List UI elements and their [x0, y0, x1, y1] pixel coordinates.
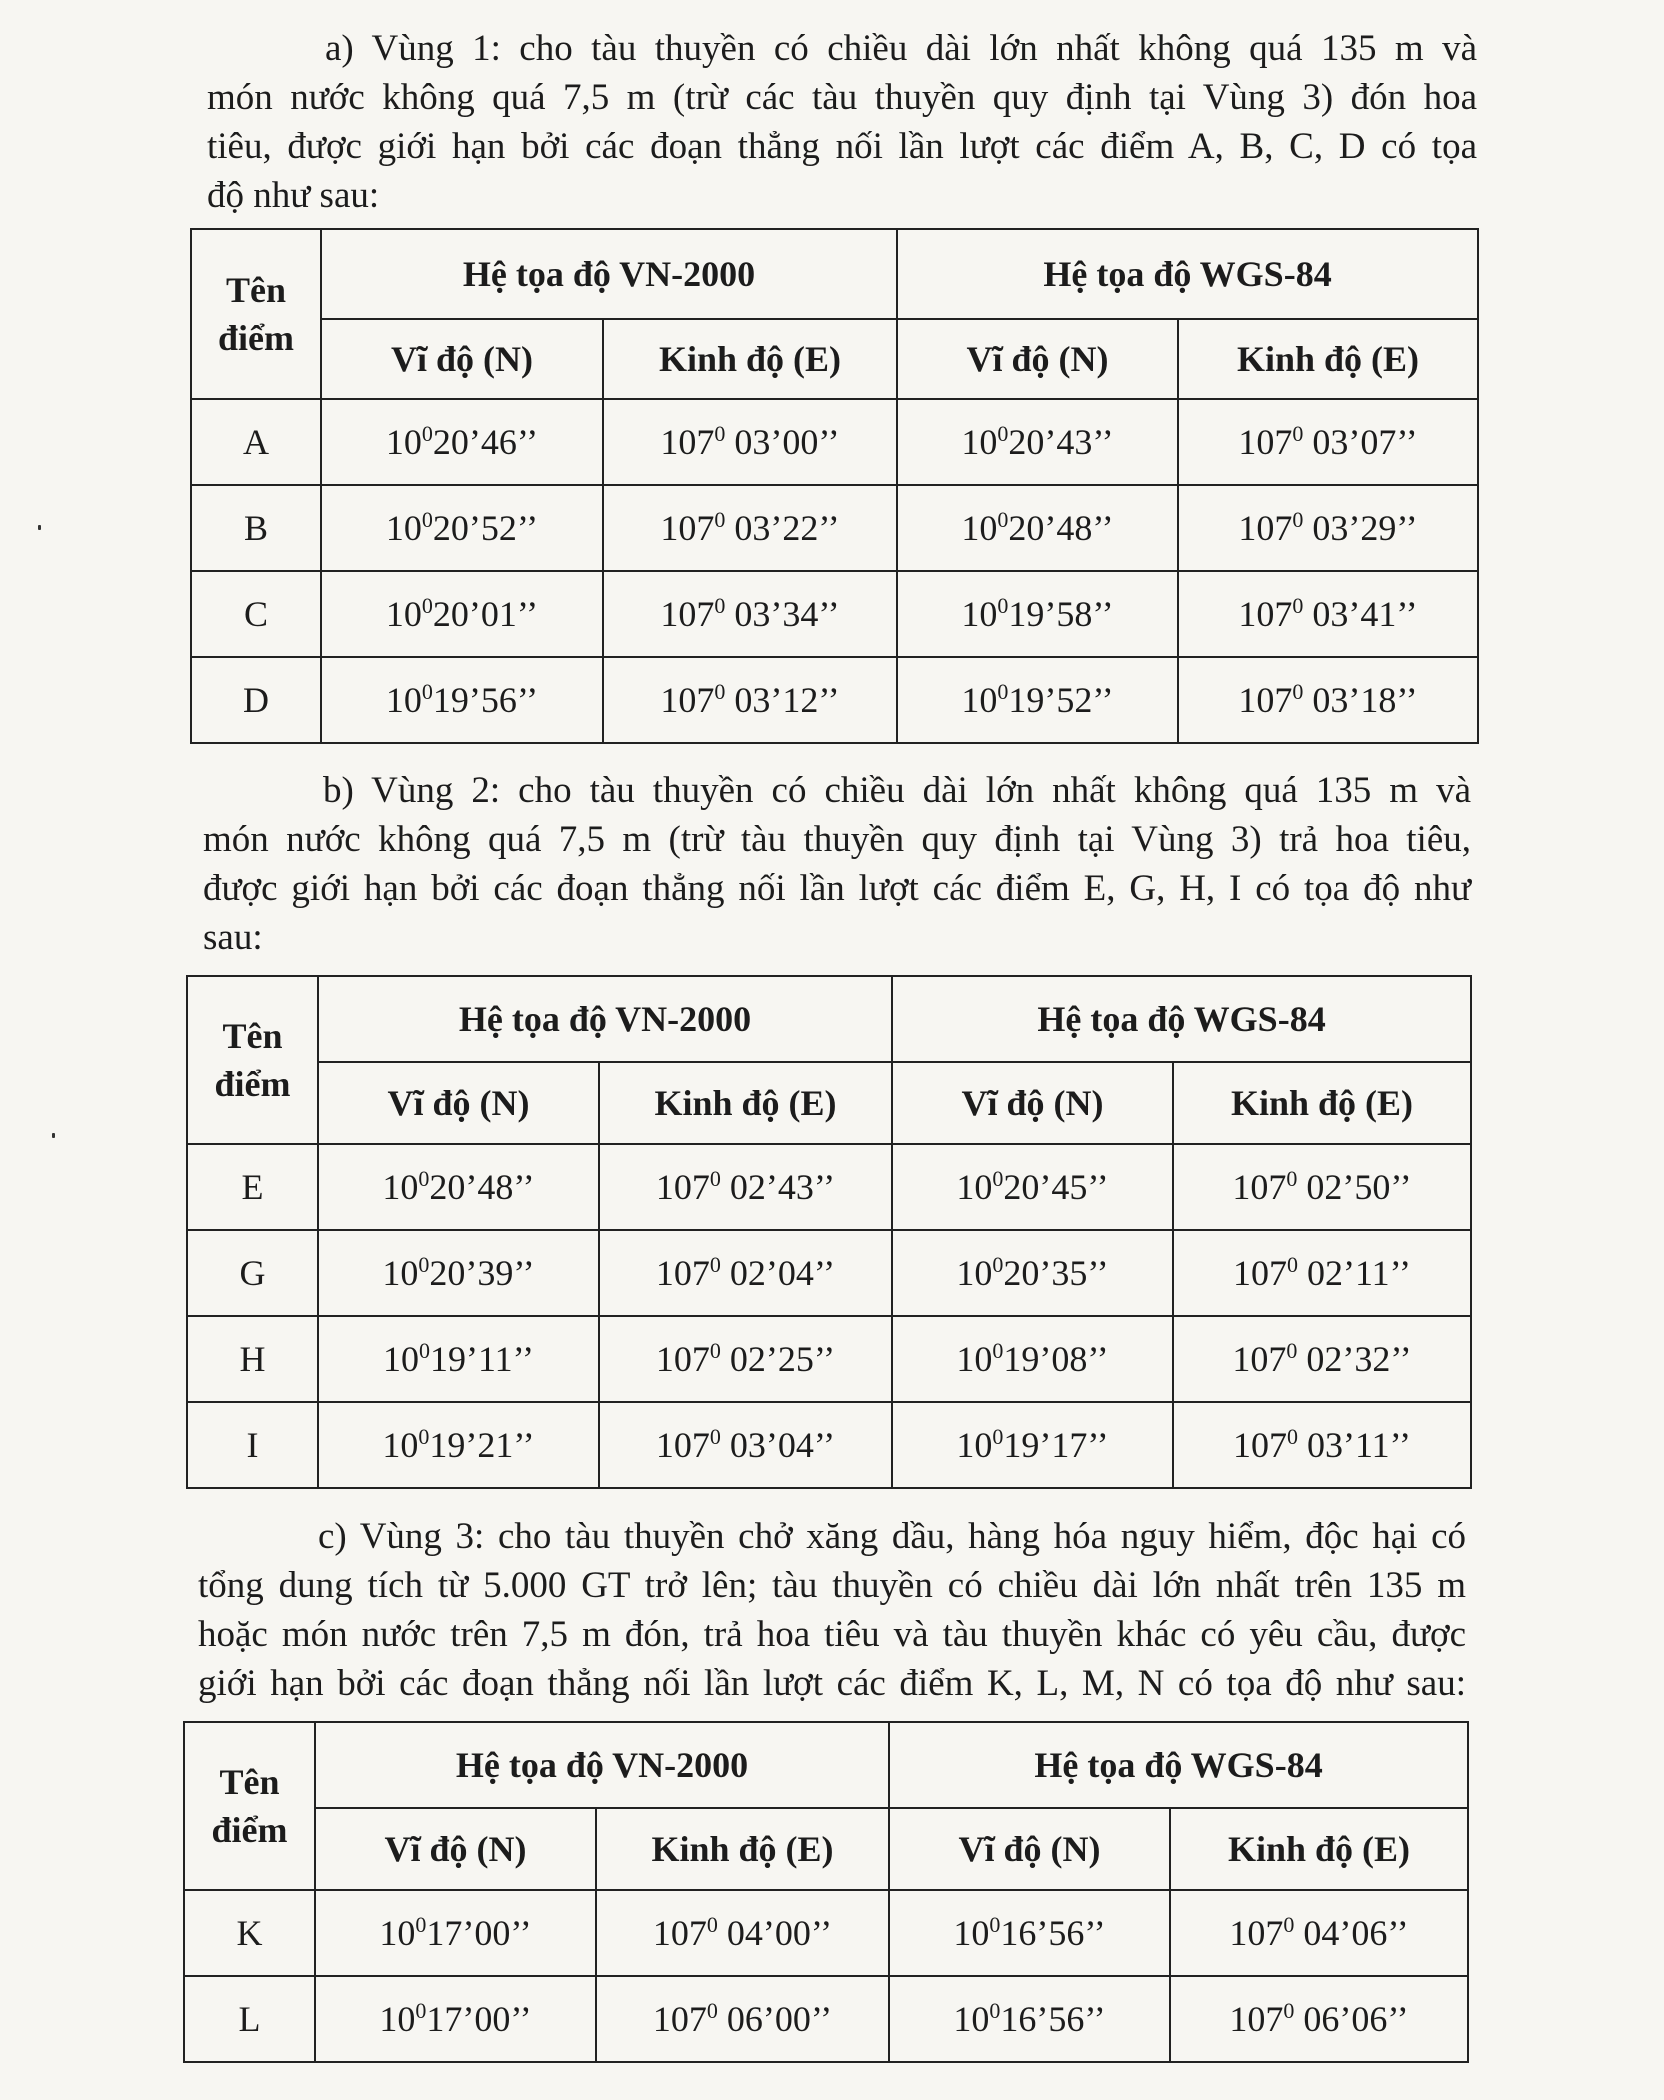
- vn-lon-cell: [599, 1316, 892, 1402]
- degree-mark: 0: [1286, 1338, 1298, 1363]
- vn-latitude-header: Vĩ độ (N): [318, 1062, 599, 1144]
- vn-longitude-header: Kinh độ (E): [603, 319, 897, 399]
- degrees: 107: [1229, 1913, 1284, 1953]
- vn-lat-cell: [318, 1316, 599, 1402]
- vn-lon-cell: [603, 657, 897, 743]
- degrees: 10: [953, 1913, 990, 1953]
- wgs-lon-cell: [1173, 1230, 1471, 1316]
- degrees: 10: [385, 680, 422, 720]
- scan-speck: [38, 525, 41, 530]
- wgs-lat-cell: [897, 399, 1178, 485]
- degree-mark: 0: [421, 421, 433, 446]
- degree-mark: 0: [714, 421, 726, 446]
- degrees: 107: [655, 1425, 710, 1465]
- vn-lon-cell: [603, 485, 897, 571]
- degrees: 10: [379, 1999, 416, 2039]
- paragraph-line: hoặc món nước trên 7,5 m đón, trả hoa tiêu và tàu thuyền khác có yêu cầu, được: [198, 1614, 1466, 1655]
- wgs-lon-cell: [1173, 1316, 1471, 1402]
- wgs-lat-cell: [889, 1890, 1170, 1976]
- degree-mark: 0: [1287, 1252, 1299, 1277]
- wgs84-header: Hệ tọa độ WGS-84: [889, 1722, 1468, 1808]
- paragraph-zone-3: [198, 1512, 1466, 1708]
- degree-mark: 0: [418, 1252, 430, 1277]
- minutes-seconds: 20’46’’: [432, 422, 539, 462]
- degrees: 107: [652, 1913, 707, 1953]
- minutes-seconds: 16’56’’: [1000, 1913, 1106, 1953]
- degrees: 10: [961, 680, 998, 720]
- minutes-seconds: 20’43’’: [1008, 422, 1114, 462]
- vn-lon-cell: [599, 1144, 892, 1230]
- table-row: [191, 485, 1478, 571]
- degree-mark: 0: [419, 1338, 431, 1363]
- wgs-latitude-header: Vĩ độ (N): [897, 319, 1178, 399]
- table-row: [187, 1144, 1471, 1230]
- degree-mark: 0: [418, 1424, 430, 1449]
- paragraph-zone-2: [203, 766, 1471, 962]
- point-name-header: Tên điểm: [187, 976, 318, 1144]
- degrees: 107: [660, 594, 715, 634]
- vn-lat-cell: [318, 1230, 599, 1316]
- vn-lat-cell: [321, 657, 603, 743]
- minutes-seconds: 03’34’’: [725, 594, 840, 634]
- degree-mark: 0: [421, 593, 433, 618]
- vn-lon-cell: [596, 1890, 889, 1976]
- table-row: [187, 1230, 1471, 1316]
- minutes-seconds: 17’00’’: [426, 1913, 532, 1953]
- minutes-seconds: 03’04’’: [720, 1425, 836, 1465]
- degrees: 107: [1238, 508, 1293, 548]
- degrees: 10: [379, 1913, 416, 1953]
- wgs-longitude-header: Kinh độ (E): [1178, 319, 1478, 399]
- degrees: 107: [1238, 594, 1293, 634]
- wgs-lon-cell: [1178, 399, 1478, 485]
- degrees: 10: [961, 508, 998, 548]
- vn-lon-cell: [599, 1230, 892, 1316]
- wgs-lat-cell: [892, 1144, 1173, 1230]
- degree-mark: 0: [997, 421, 1009, 446]
- degrees: 107: [1229, 1999, 1284, 2039]
- degrees: 10: [385, 594, 422, 634]
- minutes-seconds: 20’45’’: [1003, 1167, 1109, 1207]
- paragraph-line: c) Vùng 3: cho tàu thuyền chở xăng dầu, hàng hóa nguy hiểm, độc hại có: [318, 1516, 1466, 1557]
- wgs-lon-cell: [1173, 1402, 1471, 1488]
- vn-lat-cell: [315, 1890, 596, 1976]
- degree-mark: 0: [706, 1998, 718, 2023]
- degrees: 107: [655, 1167, 710, 1207]
- minutes-seconds: 20’48’’: [429, 1167, 535, 1207]
- minutes-seconds: 19’21’’: [429, 1425, 535, 1465]
- minutes-seconds: 02’04’’: [720, 1253, 836, 1293]
- degree-mark: 0: [992, 1252, 1004, 1277]
- minutes-seconds: 03’00’’: [725, 422, 840, 462]
- degree-mark: 0: [1286, 1166, 1298, 1191]
- minutes-seconds: 20’48’’: [1008, 508, 1114, 548]
- degree-mark: 0: [709, 1252, 721, 1277]
- degrees: 107: [660, 422, 715, 462]
- table-row: [187, 1316, 1471, 1402]
- coordinate-table-zone-1: [190, 228, 1479, 744]
- degrees: 107: [660, 680, 715, 720]
- point-name-cell: B: [191, 485, 321, 571]
- degrees: 10: [382, 1425, 419, 1465]
- table-row: [191, 657, 1478, 743]
- minutes-seconds: 06’00’’: [717, 1999, 833, 2039]
- vn-lat-cell: [318, 1144, 599, 1230]
- minutes-seconds: 02’25’’: [720, 1339, 836, 1379]
- minutes-seconds: 02’43’’: [720, 1167, 836, 1207]
- table-row: [191, 571, 1478, 657]
- wgs84-header: Hệ tọa độ WGS-84: [892, 976, 1471, 1062]
- vn-lat-cell: [318, 1402, 599, 1488]
- degrees: 107: [660, 508, 715, 548]
- wgs-lat-cell: [892, 1316, 1173, 1402]
- degree-mark: 0: [1283, 1998, 1295, 2023]
- degree-mark: 0: [1292, 679, 1304, 704]
- minutes-seconds: 20’35’’: [1003, 1253, 1109, 1293]
- degrees: 107: [1232, 1339, 1287, 1379]
- point-name-cell: I: [187, 1402, 318, 1488]
- minutes-seconds: 19’17’’: [1003, 1425, 1109, 1465]
- minutes-seconds: 03’41’’: [1303, 594, 1418, 634]
- wgs-lat-cell: [897, 571, 1178, 657]
- minutes-seconds: 03’07’’: [1303, 422, 1418, 462]
- minutes-seconds: 03’12’’: [725, 680, 840, 720]
- vn2000-header: Hệ tọa độ VN-2000: [318, 976, 892, 1062]
- degree-mark: 0: [997, 679, 1009, 704]
- paragraph-line: tổng dung tích từ 5.000 GT trở lên; tàu thuyền có chiều dài lớn nhất trên 135 m: [198, 1565, 1466, 1606]
- minutes-seconds: 19’56’’: [432, 680, 539, 720]
- wgs-longitude-header: Kinh độ (E): [1170, 1808, 1468, 1890]
- coordinate-table-zone-3: [183, 1721, 1469, 2063]
- degrees: 10: [956, 1253, 993, 1293]
- minutes-seconds: 03’11’’: [1298, 1425, 1411, 1465]
- vn2000-header: Hệ tọa độ VN-2000: [321, 229, 897, 319]
- point-name-header: Tên điểm: [184, 1722, 315, 1890]
- minutes-seconds: 19’52’’: [1008, 680, 1114, 720]
- wgs-lon-cell: [1170, 1976, 1468, 2062]
- degrees: 10: [956, 1425, 993, 1465]
- degrees: 10: [956, 1339, 993, 1379]
- point-name-cell: K: [184, 1890, 315, 1976]
- degree-mark: 0: [992, 1338, 1004, 1363]
- minutes-seconds: 20’01’’: [432, 594, 539, 634]
- minutes-seconds: 20’52’’: [432, 508, 539, 548]
- paragraph-line: giới hạn bởi các đoạn thẳng nối lần lượt các điểm K, L, M, N có tọa độ như sau:: [198, 1663, 1466, 1704]
- vn-lon-cell: [603, 571, 897, 657]
- degree-mark: 0: [1292, 507, 1304, 532]
- minutes-seconds: 17’00’’: [426, 1999, 532, 2039]
- degree-mark: 0: [997, 507, 1009, 532]
- wgs-lat-cell: [889, 1976, 1170, 2062]
- degrees: 10: [383, 1339, 420, 1379]
- point-name-cell: E: [187, 1144, 318, 1230]
- point-name-cell: H: [187, 1316, 318, 1402]
- wgs-lon-cell: [1173, 1144, 1471, 1230]
- vn-latitude-header: Vĩ độ (N): [315, 1808, 596, 1890]
- minutes-seconds: 20’39’’: [429, 1253, 535, 1293]
- wgs-latitude-header: Vĩ độ (N): [892, 1062, 1173, 1144]
- degree-mark: 0: [709, 1166, 721, 1191]
- minutes-seconds: 04’00’’: [717, 1913, 833, 1953]
- degrees: 10: [382, 1253, 419, 1293]
- point-name-cell: D: [191, 657, 321, 743]
- point-name-cell: L: [184, 1976, 315, 2062]
- degrees: 10: [385, 508, 422, 548]
- degree-mark: 0: [418, 1166, 430, 1191]
- degree-mark: 0: [989, 1998, 1001, 2023]
- paragraph-line: món nước không quá 7,5 m (trừ các tàu thuyền quy định tại Vùng 3) đón hoa: [207, 77, 1477, 118]
- minutes-seconds: 03’18’’: [1303, 680, 1418, 720]
- point-name-cell: G: [187, 1230, 318, 1316]
- minutes-seconds: 06’06’’: [1294, 1999, 1409, 2039]
- vn-lat-cell: [321, 571, 603, 657]
- degrees: 10: [961, 594, 998, 634]
- degrees: 107: [1238, 680, 1293, 720]
- degrees: 10: [961, 422, 998, 462]
- degree-mark: 0: [1287, 1424, 1299, 1449]
- degree-mark: 0: [714, 507, 726, 532]
- minutes-seconds: 04’06’’: [1294, 1913, 1409, 1953]
- minutes-seconds: 19’11’’: [430, 1339, 534, 1379]
- degrees: 107: [655, 1253, 710, 1293]
- paragraph-line: sau:: [203, 917, 263, 958]
- minutes-seconds: 02’11’’: [1298, 1253, 1411, 1293]
- degree-mark: 0: [714, 679, 726, 704]
- degree-mark: 0: [709, 1424, 721, 1449]
- wgs-lon-cell: [1178, 657, 1478, 743]
- degrees: 10: [382, 1167, 419, 1207]
- scan-speck: [52, 1133, 55, 1138]
- degree-mark: 0: [1283, 1912, 1295, 1937]
- degrees: 107: [1233, 1253, 1288, 1293]
- point-name-cell: C: [191, 571, 321, 657]
- minutes-seconds: 03’22’’: [725, 508, 840, 548]
- paragraph-line: món nước không quá 7,5 m (trừ tàu thuyền quy định tại Vùng 3) trả hoa tiêu,: [203, 819, 1471, 860]
- minutes-seconds: 03’29’’: [1303, 508, 1418, 548]
- paragraph-line: a) Vùng 1: cho tàu thuyền có chiều dài lớn nhất không quá 135 m và: [325, 28, 1477, 69]
- minutes-seconds: 19’08’’: [1003, 1339, 1109, 1379]
- vn-lon-cell: [603, 399, 897, 485]
- wgs-longitude-header: Kinh độ (E): [1173, 1062, 1471, 1144]
- paragraph-line: b) Vùng 2: cho tàu thuyền có chiều dài lớn nhất không quá 135 m và: [323, 770, 1471, 811]
- degree-mark: 0: [714, 593, 726, 618]
- wgs84-header: Hệ tọa độ WGS-84: [897, 229, 1478, 319]
- degree-mark: 0: [992, 1424, 1004, 1449]
- wgs-lat-cell: [897, 485, 1178, 571]
- paragraph-line: tiêu, được giới hạn bởi các đoạn thẳng nối lần lượt các điểm A, B, C, D có tọa: [207, 126, 1477, 167]
- degree-mark: 0: [421, 679, 433, 704]
- degree-mark: 0: [1292, 593, 1304, 618]
- degree-mark: 0: [415, 1912, 427, 1937]
- point-name-header: Tên điểm: [191, 229, 321, 399]
- minutes-seconds: 02’32’’: [1297, 1339, 1412, 1379]
- degree-mark: 0: [1292, 421, 1304, 446]
- wgs-lat-cell: [892, 1402, 1173, 1488]
- vn-lon-cell: [596, 1976, 889, 2062]
- degrees: 10: [385, 422, 422, 462]
- minutes-seconds: 19’58’’: [1008, 594, 1114, 634]
- table-row: [187, 1402, 1471, 1488]
- vn-lon-cell: [599, 1402, 892, 1488]
- paragraph-line: được giới hạn bởi các đoạn thẳng nối lần lượt các điểm E, G, H, I có tọa độ như: [203, 868, 1471, 909]
- wgs-lon-cell: [1178, 571, 1478, 657]
- vn2000-header: Hệ tọa độ VN-2000: [315, 1722, 889, 1808]
- degree-mark: 0: [992, 1166, 1004, 1191]
- paragraph-line: độ như sau:: [207, 175, 380, 216]
- degree-mark: 0: [709, 1338, 721, 1363]
- degrees: 107: [1232, 1167, 1287, 1207]
- point-name-cell: A: [191, 399, 321, 485]
- table-row: [184, 1890, 1468, 1976]
- degree-mark: 0: [997, 593, 1009, 618]
- table-row: [184, 1976, 1468, 2062]
- degrees: 107: [655, 1339, 710, 1379]
- vn-longitude-header: Kinh độ (E): [599, 1062, 892, 1144]
- vn-lat-cell: [321, 399, 603, 485]
- wgs-latitude-header: Vĩ độ (N): [889, 1808, 1170, 1890]
- vn-lat-cell: [315, 1976, 596, 2062]
- vn-lat-cell: [321, 485, 603, 571]
- wgs-lon-cell: [1170, 1890, 1468, 1976]
- degree-mark: 0: [415, 1998, 427, 2023]
- degree-mark: 0: [989, 1912, 1001, 1937]
- degrees: 107: [1238, 422, 1293, 462]
- degree-mark: 0: [421, 507, 433, 532]
- wgs-lon-cell: [1178, 485, 1478, 571]
- degrees: 107: [1233, 1425, 1288, 1465]
- wgs-lat-cell: [892, 1230, 1173, 1316]
- vn-longitude-header: Kinh độ (E): [596, 1808, 889, 1890]
- vn-latitude-header: Vĩ độ (N): [321, 319, 603, 399]
- table-row: [191, 399, 1478, 485]
- minutes-seconds: 02’50’’: [1297, 1167, 1412, 1207]
- minutes-seconds: 16’56’’: [1000, 1999, 1106, 2039]
- degree-mark: 0: [706, 1912, 718, 1937]
- coordinate-table-zone-2: [186, 975, 1472, 1489]
- degrees: 10: [956, 1167, 993, 1207]
- degrees: 107: [652, 1999, 707, 2039]
- paragraph-zone-1: [207, 24, 1477, 220]
- wgs-lat-cell: [897, 657, 1178, 743]
- degrees: 10: [953, 1999, 990, 2039]
